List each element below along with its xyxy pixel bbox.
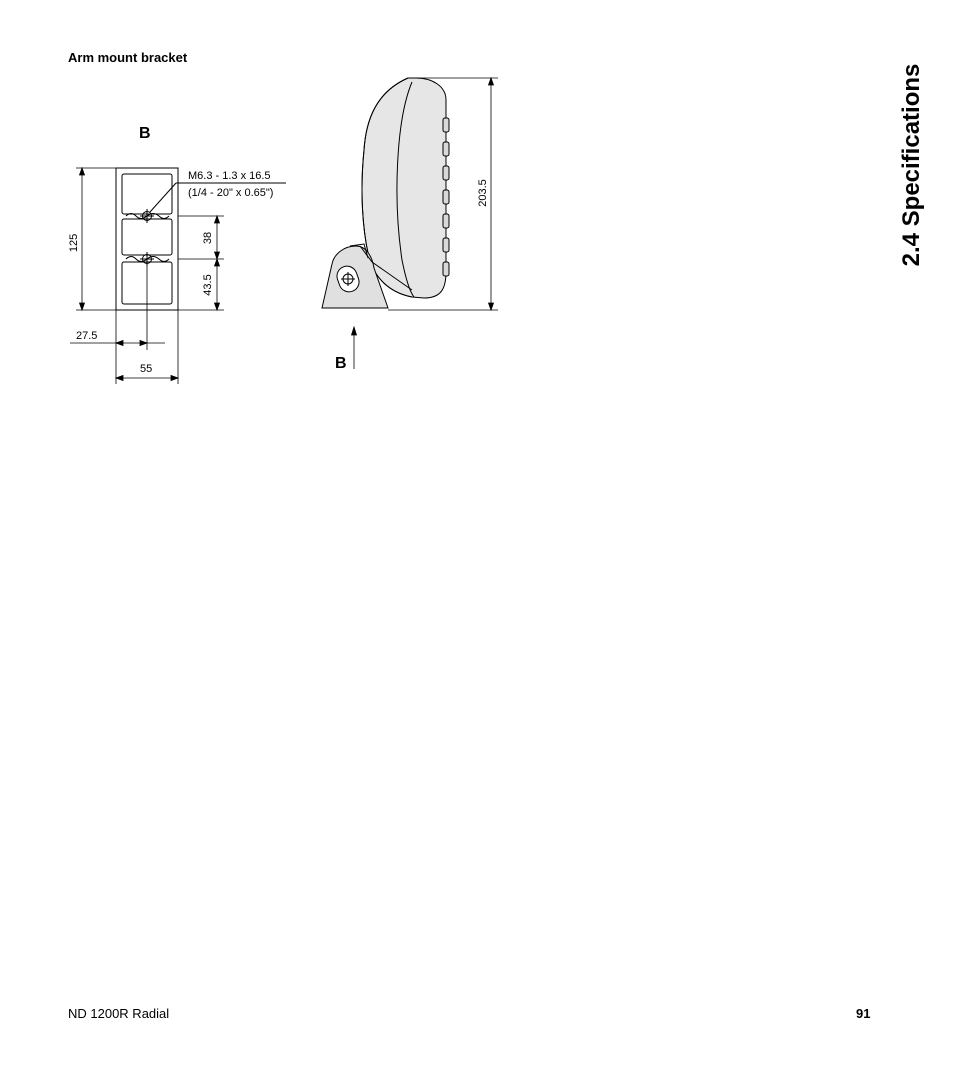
thread-spec-imperial-label: (1/4 - 20" x 0.65") xyxy=(188,187,274,199)
unit-side-view xyxy=(322,78,449,308)
footer-product-name: ND 1200R Radial xyxy=(68,1006,170,1021)
dim-width-label: 55 xyxy=(140,363,153,375)
dim-bottom-offset-label: 43.5 xyxy=(202,274,214,296)
view-label-bottom: B xyxy=(335,355,347,372)
section-heading: Arm mount bracket xyxy=(68,50,188,65)
section-title: 2.4 Specifications xyxy=(898,63,925,267)
dim-center-offset-label: 27.5 xyxy=(76,330,98,342)
dim-hole-spacing-label: 38 xyxy=(202,231,214,245)
dim-total-height-label: 203.5 xyxy=(477,179,489,207)
dim-height-label: 125 xyxy=(68,233,80,253)
thread-spec-label: M6.3 - 1.3 x 16.5 xyxy=(188,170,271,182)
view-arrow-b xyxy=(352,327,357,369)
view-label-top: B xyxy=(139,125,151,142)
page-number: 91 xyxy=(856,1006,871,1021)
